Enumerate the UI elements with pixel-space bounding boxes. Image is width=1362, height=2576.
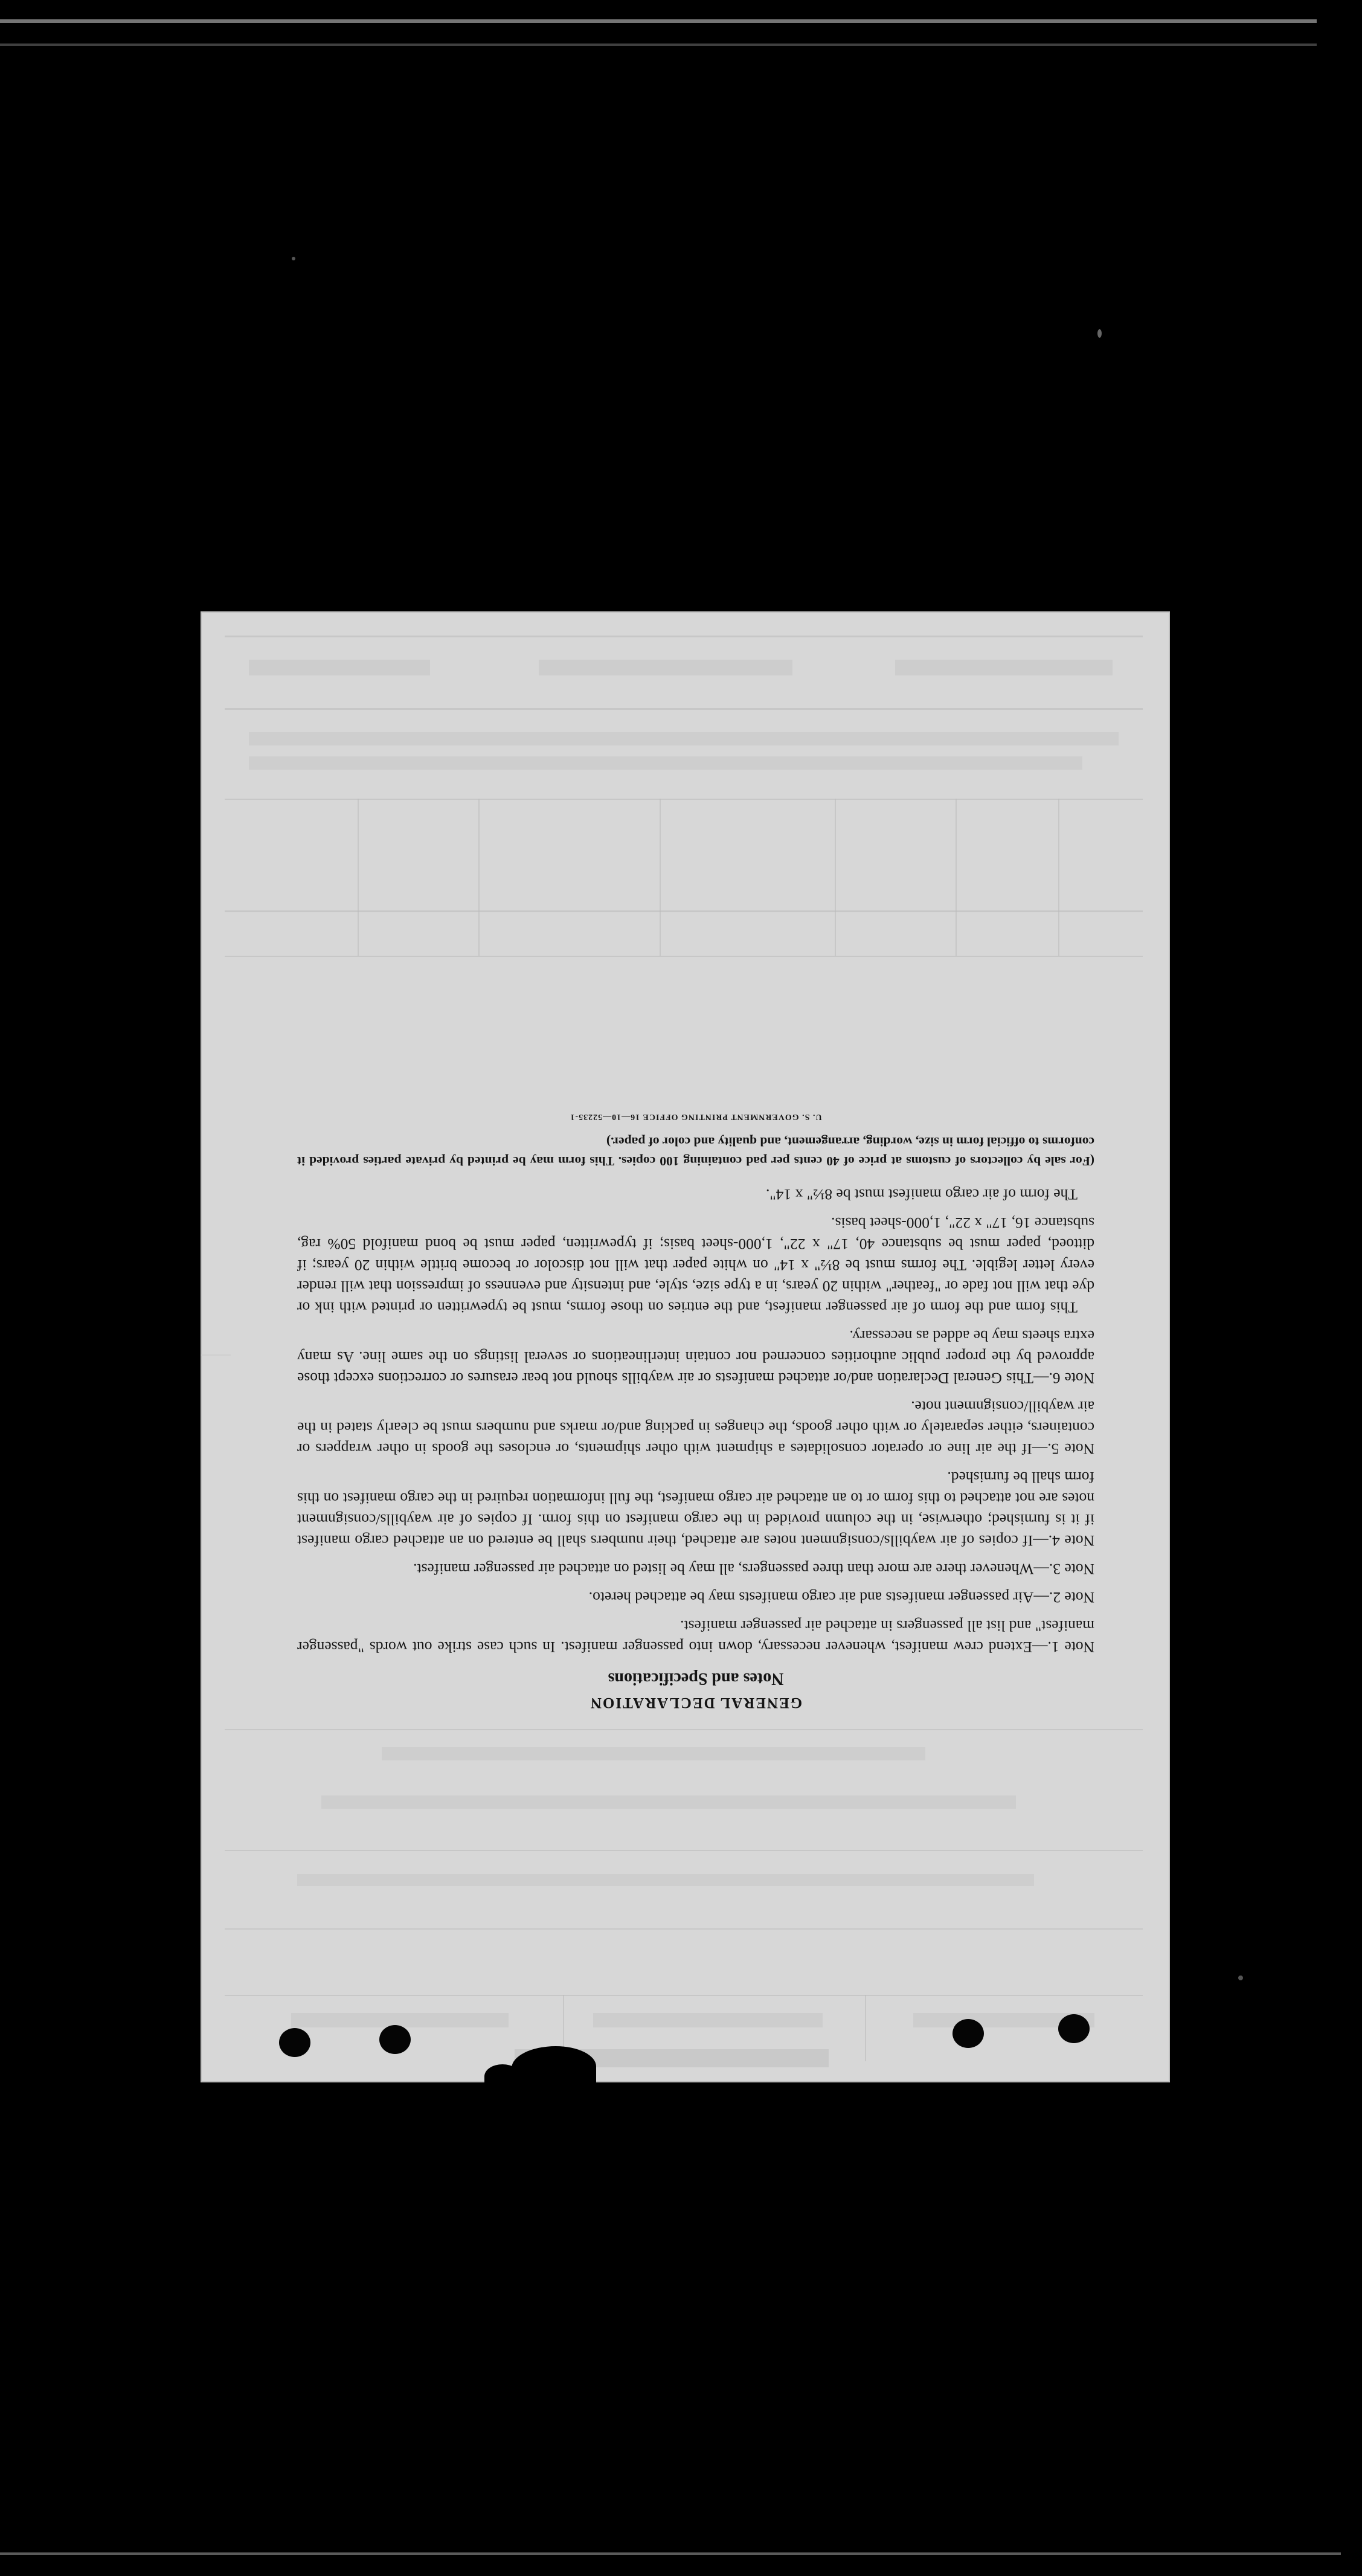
punch-hole: [379, 2025, 411, 2054]
punch-hole: [1058, 2014, 1090, 2043]
note-2: Note 2.—Air passenger manifests and air cargo manifests may be attached hereto.: [588, 1589, 1094, 1606]
punch-hole: [279, 2028, 310, 2057]
notes-block: [297, 1022, 1094, 1711]
film-edge-top: [0, 19, 1317, 23]
ghost-text-block: [593, 2013, 823, 2027]
ghost-rule: [225, 636, 1143, 637]
ghost-rule: [1058, 799, 1059, 956]
ghost-text-block: [321, 1795, 1016, 1809]
note-5: Note 5.—If the air line or operator consolidates a shipment with other shipments, or encloses the goods in other wrappers or containers, either separately or with other goods, the changes in packing and/or marks and numbers must be clearly stated in the air waybill/consignment note.: [297, 1398, 1094, 1458]
film-dust: [1238, 1975, 1243, 1980]
torn-edge: [512, 2046, 596, 2088]
ghost-rule: [225, 910, 1143, 912]
ghost-rule: [225, 956, 1143, 957]
scan-scratch: [201, 1354, 231, 1356]
declaration-sheet: [201, 611, 1170, 2082]
note-4: Note 4.—If copies of air waybills/consignment notes are attached, their numbers shall be entered on an attached cargo manifest if it is furnished; otherwise, in the column provided in the cargo manifest on this form. If copies of air waybills/consignment notes are not attached to this form or to an attached air cargo manifest, the full information required in the cargo manifest on this form shall be furnished.: [297, 1469, 1094, 1550]
ghost-rule: [660, 799, 661, 956]
ghost-text-block: [297, 1874, 1034, 1886]
ghost-rule: [225, 1995, 1143, 1996]
printer-line: U. S. GOVERNMENT PRINTING OFFICE 16—10—52235-1: [570, 1112, 822, 1121]
punch-hole: [952, 2019, 984, 2048]
ghost-rule: [478, 799, 480, 956]
ghost-text-block: [249, 732, 1119, 745]
film-edge-bottom: [0, 2552, 1341, 2555]
torn-edge: [484, 2064, 521, 2088]
note-1: Note 1.—Extend crew manifest, whenever necessary, down into passenger manifest. In such case strike out words "passenger manifest" and list all passengers in attached air passenger manifest.: [297, 1617, 1094, 1656]
ghost-rule: [225, 799, 1143, 800]
ghost-rule: [835, 799, 836, 956]
ghost-rule: [956, 799, 957, 956]
document-subtitle: Notes and Specifications: [608, 1669, 784, 1688]
ghost-rule: [225, 708, 1143, 710]
film-dust: [1097, 329, 1102, 338]
note-6: Note 6.—This General Declaration and/or attached manifests or air waybills should not bear erasures or corrections except those approved by the proper public authorities concerned nor contain interlineations or several listings on the same line. As many extra sheets may be added as necessary.: [297, 1327, 1094, 1387]
film-dust: [292, 257, 295, 260]
ghost-rule: [225, 1850, 1143, 1851]
spec-paragraph-1: This form and the form of air passenger manifest, and the entries on those forms, must be typewritten or printed with ink or dye that will not fade or "feather" within 20 years, in a type size, style, and intensity and evenness of impression that will render every letter legible. The forms must be 8½" x 14" on white paper that will not discolor or become brittle within 20 years; if dittoed, paper must be substance 40, 17" x 22", 1,000-sheet basis; if typewritten, paper must be bond manifold 50% rag, substance 16, 17" x 22", 1,000-sheet basis.: [297, 1214, 1094, 1316]
spec-paragraph-2: The form of air cargo manifest must be 8½" x 14".: [765, 1186, 1078, 1203]
ghost-rule: [865, 1995, 866, 2061]
document-title: GENERAL DECLARATION: [589, 1695, 803, 1711]
ghost-text-block: [382, 1747, 925, 1760]
note-3: Note 3.—Whenever there are more than three passengers, all may be listed on attached air passenger manifest.: [413, 1560, 1094, 1578]
sale-notice: (For sale by collectors of customs at price of 40 cents per pad containing 100 copies. This form may be printed by private parties provided it conforms to official form in size, wording, arrangement, and quality and color of paper.): [297, 1135, 1094, 1168]
ghost-text-block: [895, 660, 1113, 675]
ghost-rule: [358, 799, 359, 956]
ghost-text-block: [539, 660, 792, 675]
ghost-text-block: [249, 756, 1082, 770]
ghost-rule: [225, 1928, 1143, 1930]
ghost-rule: [225, 1729, 1143, 1730]
ghost-text-block: [249, 660, 430, 675]
film-edge-top-inner: [0, 43, 1317, 46]
